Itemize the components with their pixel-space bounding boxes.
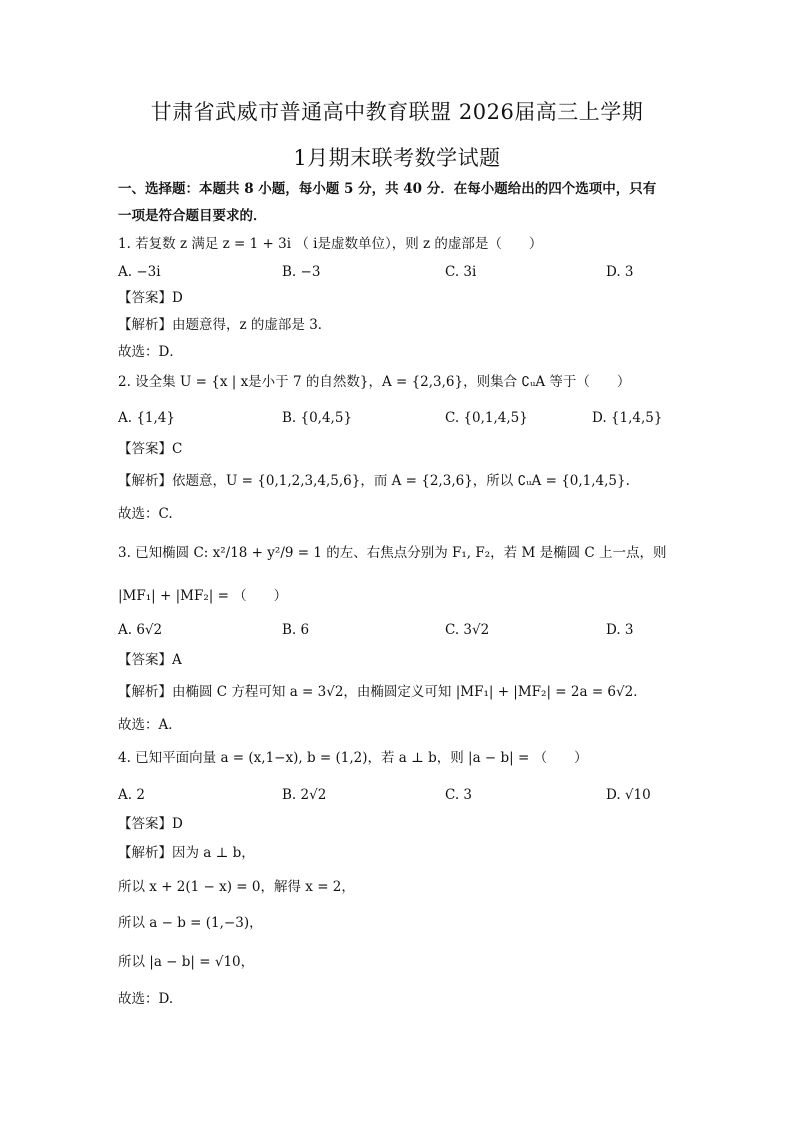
question-4-option-b: B. 2√2 [282,787,327,803]
question-2-option-d: D. {1,4,5} [592,410,663,426]
question-4-option-c: C. 3 [445,787,473,803]
question-1-option-b: B. −3 [282,264,321,280]
question-1-option-d: D. 3 [606,264,634,280]
question-1-answer: 【答案】D [118,290,183,306]
question-2-conclusion: 故选：C. [118,506,173,522]
question-4-conclusion: 故选：D. [118,991,174,1007]
document-title-line1: 甘肃省武威市普通高中教育联盟 2026届高三上学期 [150,100,644,124]
question-3-analysis: 【解析】由椭圆 C 方程可知 a = 3√2，由椭圆定义可知 |MF₁| + |MF₂| = 2a = 6√2． [118,684,647,700]
question-3-conclusion: 故选：A． [118,717,182,733]
question-2-answer: 【答案】C [118,441,183,457]
question-4-option-a: A. 2 [118,787,145,803]
question-3-option-a: A. 6√2 [118,622,163,638]
question-2-stem: 2. 设全集 U = {x | x是小于 7 的自然数}，A = {2,3,6}，则集合 ∁ᵤA 等于（ ） [118,374,631,390]
question-1-option-c: C. 3i [445,264,477,280]
question-1-option-a: A. −3i [118,264,161,280]
question-3-option-c: C. 3√2 [445,622,490,638]
question-3-option-b: B. 6 [282,622,310,638]
question-3-option-d: D. 3 [606,622,634,638]
question-4-stem: 4. 已知平面向量 a = (x,1−x), b = (1,2)，若 a ⊥ b，则 |a − b| = （ ） [118,750,588,766]
question-1-conclusion: 故选：D． [118,344,183,360]
question-1-stem: 1. 若复数 z 满足 z = 1 + 3i （ i是虚数单位），则 z 的虚部是（ ） [118,236,543,252]
question-3-stem: 3. 已知椭圆 C: x²/18 + y²/9 = 1 的左、右焦点分别为 F₁, F₂，若 M 是椭圆 C 上一点，则 [118,545,667,561]
question-3-answer: 【答案】A [118,652,182,668]
question-2-analysis: 【解析】依题意，U = {0,1,2,3,4,5,6}，而 A = {2,3,6}，所以 ∁ᵤA = {0,1,4,5}. [118,473,630,489]
question-4-analysis-line1: 【解析】因为 a ⊥ b， [118,845,255,861]
question-4-analysis-line2: 所以 x + 2(1 − x) = 0，解得 x = 2， [118,879,355,895]
question-2-option-a: A. {1,4} [118,410,175,426]
question-3-stem-continued: |MF₁| + |MF₂| = （ ） [118,588,288,604]
section-heading-line2: 一项是符合题目要求的． [118,208,267,224]
document-title-line2: 1月期末联考数学试题 [293,146,501,170]
question-4-analysis-line3: 所以 a − b = (1,−3)， [118,915,263,931]
question-4-option-d: D. √10 [606,787,651,803]
question-2-option-c: C. {0,1,4,5} [445,410,528,426]
question-4-answer: 【答案】D [118,816,183,832]
question-1-analysis: 【解析】由题意得，z 的虚部是 3． [118,317,332,333]
question-2-option-b: B. {0,4,5} [282,410,353,426]
section-heading-line1: 一、选择题：本题共 8 小题，每小题 5 分，共 40 分．在每小题给出的四个选项中，只有 [118,181,657,197]
question-4-analysis-line4: 所以 |a − b| = √10， [118,954,255,970]
